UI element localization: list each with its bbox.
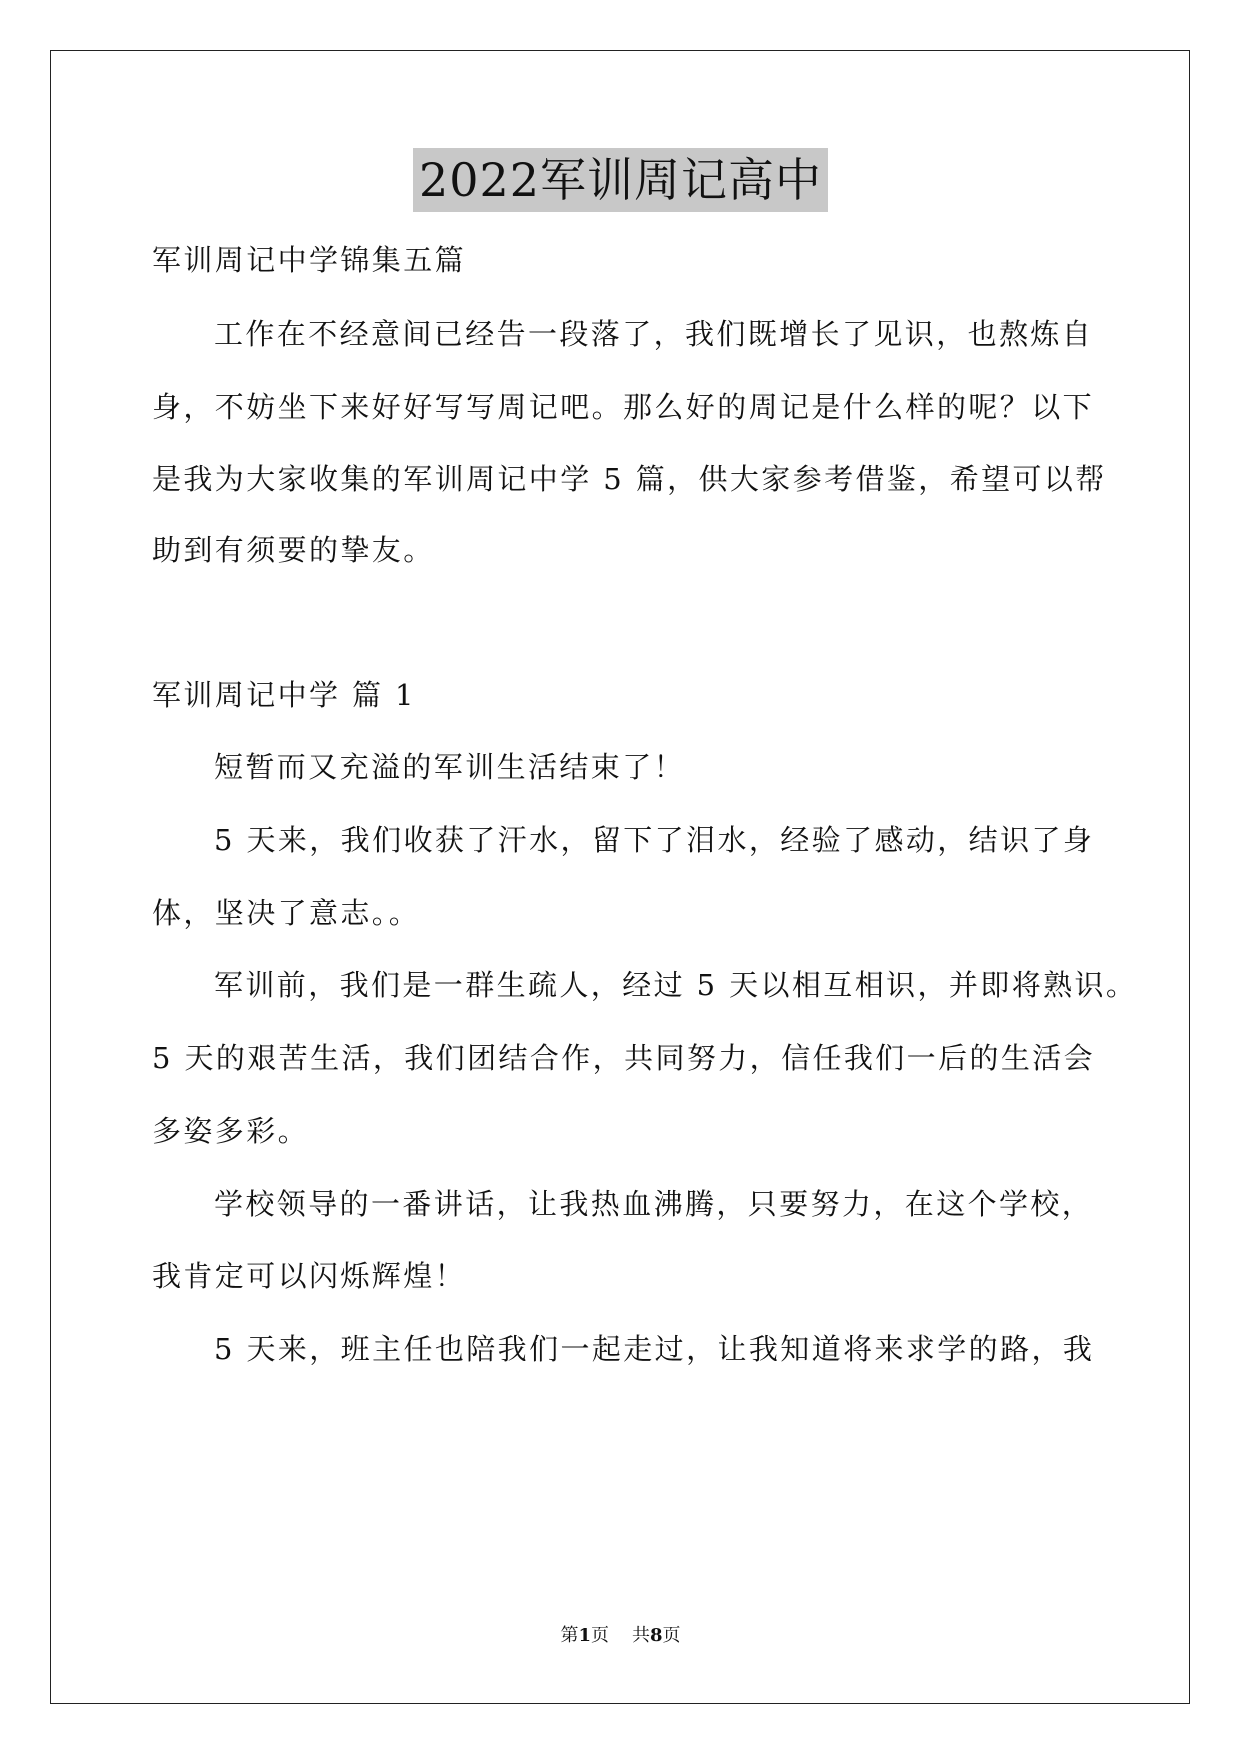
body-line-5: 5 天的艰苦生活，我们团结合作，共同努力，信任我们一后的生活会 xyxy=(152,1041,1096,1075)
footer-total-pages: 8 xyxy=(649,1625,663,1646)
footer-total-suffix: 页 xyxy=(662,1625,681,1646)
footer-page-suffix: 页 xyxy=(591,1625,610,1646)
document-title: 2022军训周记高中 xyxy=(413,148,828,212)
intro-line-4: 助到有须要的挚友。 xyxy=(152,533,435,567)
page-border xyxy=(50,50,1190,1704)
intro-line-3: 是我为大家收集的军训周记中学 5 篇，供大家参考借鉴，希望可以帮 xyxy=(152,462,1107,496)
body-line-8: 我肯定可以闪烁辉煌！ xyxy=(152,1259,467,1293)
body-line-1: 短暂而又充溢的军训生活结束了！ xyxy=(214,750,686,784)
footer-page-number: 1 xyxy=(578,1625,592,1646)
footer-prefix: 第 xyxy=(560,1625,579,1646)
intro-line-1: 工作在不经意间已经告一段落了，我们既增长了见识，也熬炼自 xyxy=(214,317,1094,351)
body-line-6: 多姿多彩。 xyxy=(152,1114,310,1148)
body-line-3: 体，坚决了意志。。 xyxy=(152,896,421,930)
body-line-2: 5 天来，我们收获了汗水，留下了泪水，经验了感动，结识了身 xyxy=(214,823,1095,857)
intro-line-2: 身，不妨坐下来好好写写周记吧。那么好的周记是什么样的呢？以下 xyxy=(152,390,1095,424)
body-line-9: 5 天来，班主任也陪我们一起走过，让我知道将来求学的路，我 xyxy=(214,1332,1095,1366)
body-line-4: 军训前，我们是一群生疏人，经过 5 天以相互相识，并即将熟识。 xyxy=(214,968,1138,1002)
section-heading: 军训周记中学 篇 1 xyxy=(152,678,416,712)
document-subtitle: 军训周记中学锦集五篇 xyxy=(152,243,467,277)
body-line-7: 学校领导的一番讲话，让我热血沸腾，只要努力，在这个学校， xyxy=(214,1187,1094,1221)
footer-total-prefix: 共 xyxy=(631,1625,650,1646)
title-container xyxy=(0,148,1241,212)
page-footer xyxy=(0,1624,1241,1648)
